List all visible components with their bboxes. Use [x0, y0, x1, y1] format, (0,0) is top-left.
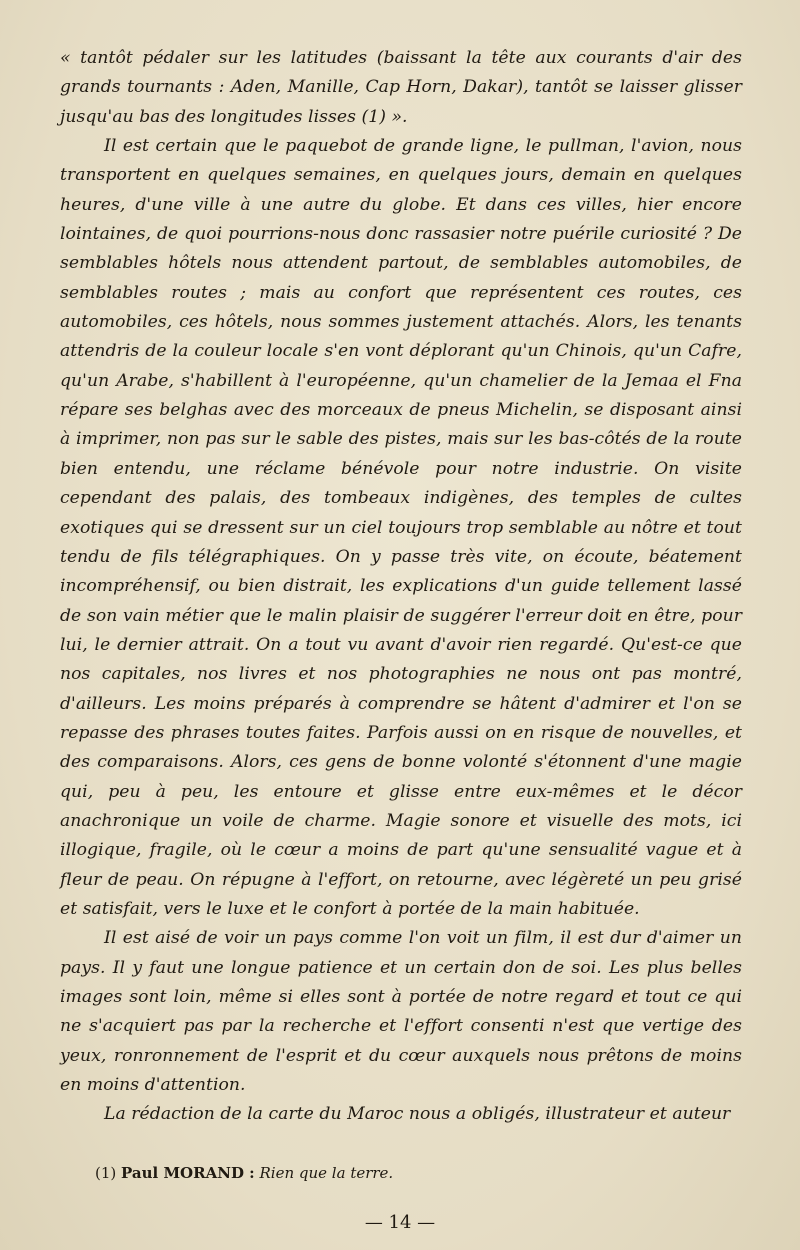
body-text [60, 44, 742, 1130]
paragraph-seeing-a-country: Il est aisé de voir un pays comme l'on voit un film, il est dur d'aimer un pays. Il y faut une longue patience et un certain don de soi. Les plus belles images sont loin, même si elles sont à portée de notre regard et tout ce qui ne s'acquiert pas par la recherche et l'effort consenti n'est que vertige des yeux, ronronnement de l'esprit et du cœur auxquels nous prêtons de moins en moins d'attention. [60, 928, 742, 1096]
footnote-author: Paul MORAND : [121, 1164, 255, 1182]
paragraph-map-redaction: La rédaction de la carte du Maroc nous a obligés, illustrateur et auteur [104, 1104, 731, 1125]
footnote-marker: (1) [95, 1164, 117, 1182]
paragraph-quote-continuation: « tantôt pédaler sur les latitudes (baissant la tête aux courants d'air des grands tournants : Aden, Manille, Cap Horn, Dakar), tantôt se laisser glisser jusqu'au bas des longitudes lisses (1) ». [60, 48, 742, 127]
paragraph-travel-critique: Il est certain que le paquebot de grande ligne, le pullman, l'avion, nous transportent en quelques semaines, en quelques jours, demain en quelques heures, d'une ville à une autre du globe. Et dans ces villes, hier encore lointaines, de quoi pourrions-nous donc rassasier notre puérile curiosité ? De semblables hôtels nous attendent partout, de semblables automobiles, de semblables routes ; mais au confort que représentent ces routes, ces automobiles, ces hôtels, nous sommes justement attachés. Alors, les tenants attendris de la couleur locale s'en vont déplorant qu'un Chinois, qu'un Cafre, qu'un Arabe, s'habillent à l'européenne, qu'un chamelier de la Jemaa el Fna répare ses belghas avec des morceaux de pneus Michelin, se disposant ainsi à imprimer, non pas sur le sable des pistes, mais sur les bas-côtés de la route bien entendu, une réclame bénévole pour notre industrie. On visite cependant des palais, des tombeaux indigènes, des temples de cultes exotiques qui se dressent sur un ciel toujours trop semblable au nôtre et tout tendu de fils télégraphiques. On y passe très vite, on écoute, béatement incompréhensif, ou bien distrait, les explications d'un guide tellement lassé de son vain métier que le malin plaisir de suggérer l'erreur doit en être, pour lui, le dernier attrait. On a tout vu avant d'avoir rien regardé. Qu'est-ce que nos capitales, nos livres et nos photographies ne nous ont pas montré, d'ailleurs. Les moins préparés à comprendre se hâtent d'admirer et l'on se repasse des phrases toutes faites. Parfois aussi on en risque de nouvelles, et des comparaisons. Alors, ces gens de bonne volonté s'étonnent d'une magie qui, peu à peu, les entoure et glisse entre eux-mêmes et le décor anachronique un voile de charme. Magie sonore et visuelle des mots, ici illogique, fragile, où le cœur a moins de part qu'une sensualité vague et à fleur de peau. On répugne à l'effort, on retourne, avec légèreté un peu grisé et satisfait, vers le luxe et le confort à portée de la main habituée. [60, 136, 742, 919]
footnote [95, 1163, 393, 1183]
footnote-title: Rien que la terre. [259, 1164, 394, 1182]
page-number: — 14 — [364, 1212, 436, 1233]
